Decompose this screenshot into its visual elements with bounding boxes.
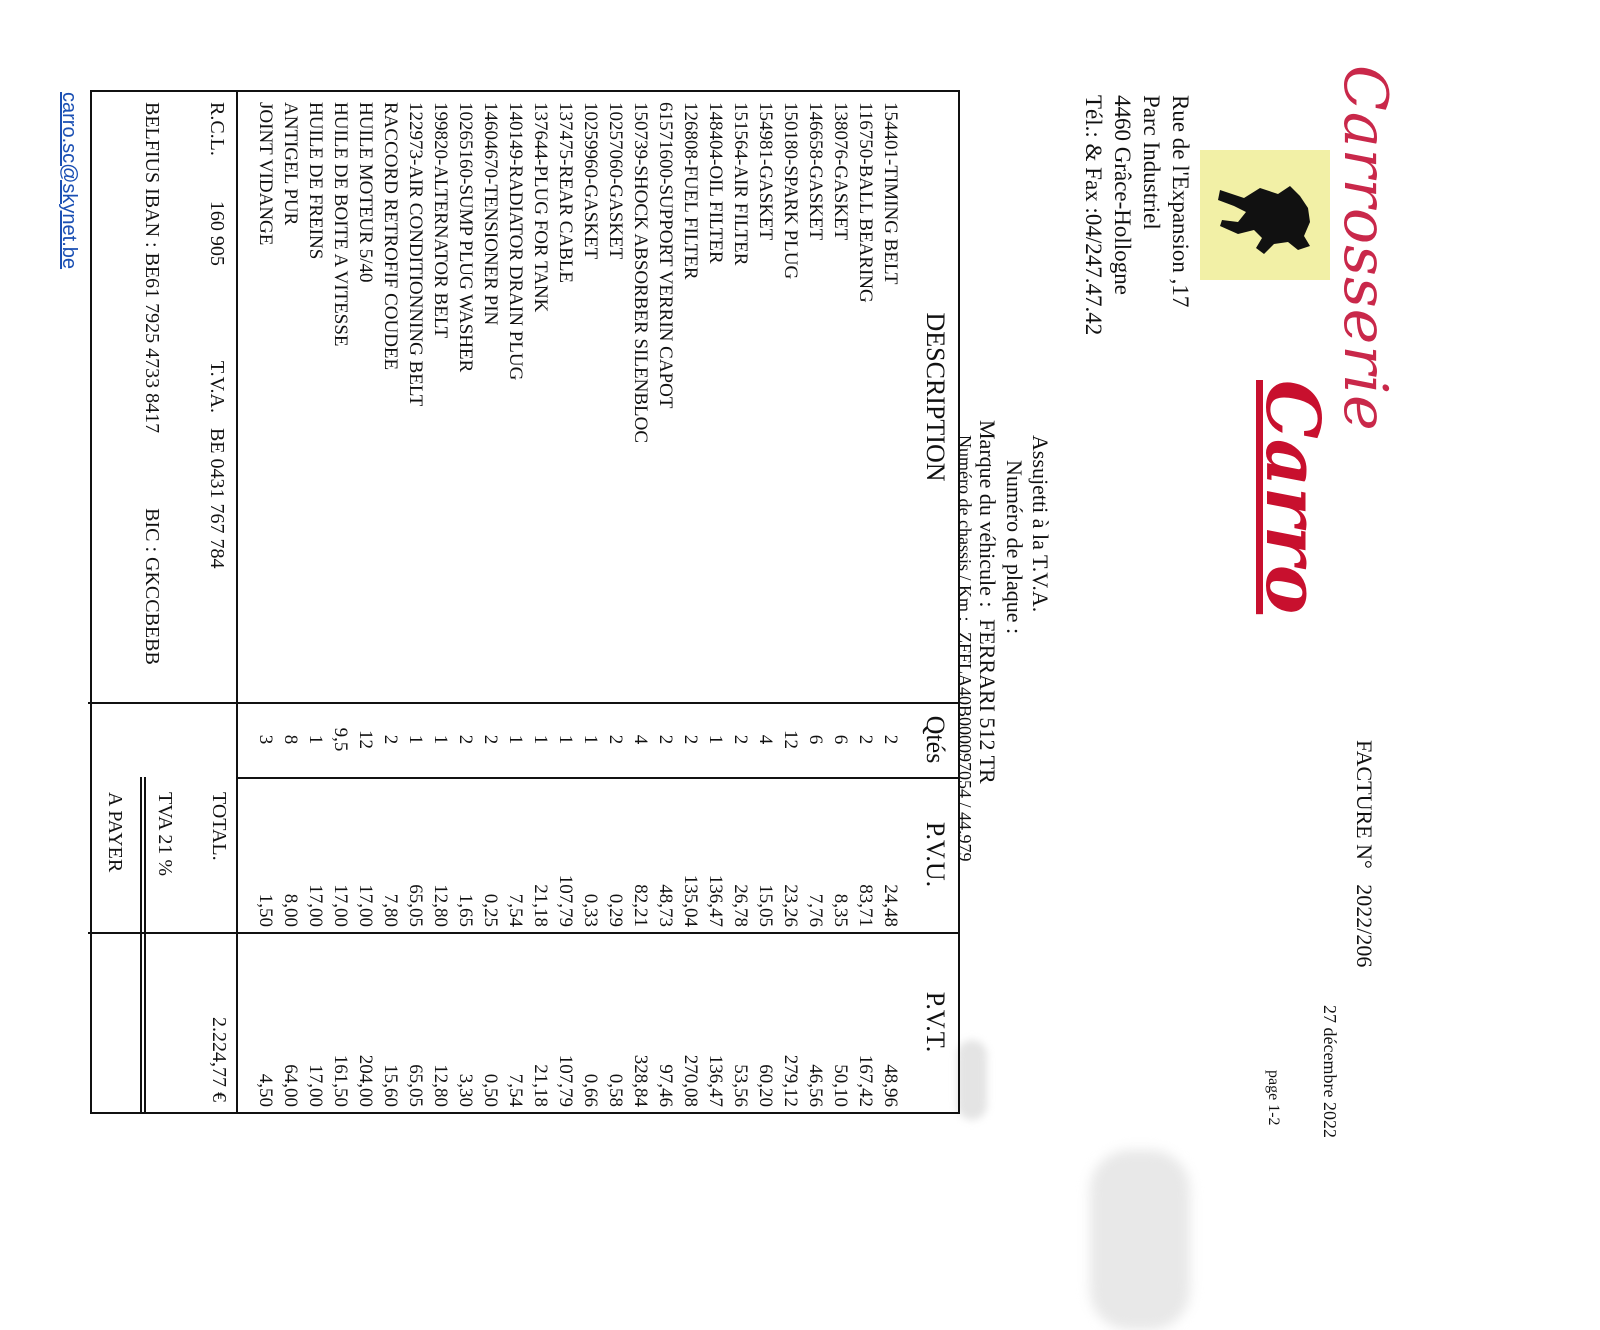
brand-value: FERRARI 512 TR	[975, 619, 1000, 784]
row-divider	[140, 777, 142, 1112]
total-label: TOTAL.	[208, 792, 230, 861]
item-description: 148404-OIL FILTER	[705, 102, 726, 264]
item-total-price: 279,12	[780, 1054, 801, 1107]
prancing-horse-logo	[1200, 150, 1330, 280]
item-total-price: 65,05	[405, 1064, 426, 1107]
item-description: 151564-AIR FILTER	[730, 102, 751, 266]
header-description: DESCRIPTION	[921, 312, 950, 482]
table-row	[678, 92, 703, 1112]
email-link[interactable]: carro.sc@skynet.be	[58, 92, 80, 270]
item-description: HUILE DE FREINS	[305, 102, 326, 260]
item-description: 14604670-TENSIONER PIN	[480, 102, 501, 326]
table-row	[328, 92, 353, 1112]
item-unit-price: 0,33	[580, 893, 601, 927]
item-description: JOINT VIDANGE	[255, 102, 276, 246]
item-total-price: 0,50	[480, 1073, 501, 1107]
item-unit-price: 7,80	[380, 893, 401, 927]
table-row	[403, 92, 428, 1112]
item-unit-price: 23,26	[780, 884, 801, 927]
item-unit-price: 26,78	[730, 884, 751, 927]
invoice-table	[58, 90, 960, 1114]
item-description: ANTIGEL PUR	[280, 102, 301, 226]
item-total-price: 46,56	[805, 1064, 826, 1107]
item-qty: 2	[680, 734, 701, 745]
table-row	[478, 92, 503, 1112]
item-unit-price: 0,25	[480, 893, 501, 927]
header-qty: Qtés	[921, 715, 950, 764]
item-total-price: 4,50	[255, 1073, 276, 1107]
table-row	[253, 92, 278, 1112]
brand-label: Marque du véhicule :	[975, 420, 1000, 608]
item-description: 137644-PLUG FOR TANK	[530, 102, 551, 313]
item-unit-price: 17,00	[355, 884, 376, 927]
item-qty: 1	[405, 734, 426, 745]
table-row	[303, 92, 328, 1112]
table-row	[853, 92, 878, 1112]
item-qty: 1	[305, 734, 326, 745]
vat-label: Assujetti à la T.V.A.	[1028, 435, 1053, 613]
item-qty: 2	[655, 734, 676, 745]
plate-label: Numéro de plaque :	[1002, 460, 1027, 635]
redacted-area	[957, 1040, 987, 1120]
table-row	[778, 92, 803, 1112]
item-qty: 4	[755, 734, 776, 745]
item-total-price: 0,58	[605, 1073, 626, 1107]
vat-subject	[1027, 435, 1053, 612]
item-unit-price: 65,05	[405, 884, 426, 927]
item-qty: 1	[530, 734, 551, 745]
item-qty: 6	[805, 734, 826, 745]
item-qty: 1	[705, 734, 726, 745]
address-line-2: Parc Industriel	[1139, 95, 1164, 230]
item-total-price: 15,60	[380, 1064, 401, 1107]
chassis-label: Numéro de chassis / Km :	[955, 435, 975, 622]
table-row	[878, 92, 903, 1112]
to-pay-label: A PAYER	[104, 792, 126, 873]
item-unit-price: 15,05	[755, 884, 776, 927]
item-total-price: 107,79	[555, 1054, 576, 1107]
address-line-1: Rue de l'Expansion ,17	[1168, 95, 1193, 308]
item-description: 116750-BALL BEARING	[855, 102, 876, 303]
item-total-price: 64,00	[280, 1064, 301, 1107]
item-qty: 9,5	[330, 727, 351, 752]
item-qty: 4	[630, 734, 651, 745]
item-total-price: 60,20	[755, 1064, 776, 1107]
item-unit-price: 82,21	[630, 884, 651, 927]
item-total-price: 328,84	[630, 1054, 651, 1107]
table-row	[378, 92, 403, 1112]
item-description: 10265160-SUMP PLUG WASHER	[455, 102, 476, 373]
item-total-price: 136,47	[705, 1054, 726, 1107]
iban: BELFIUS IBAN : BE61 7925 4733 8417	[141, 102, 163, 434]
table-row	[728, 92, 753, 1112]
item-qty: 1	[580, 734, 601, 745]
row-divider	[144, 777, 146, 1112]
total-value: 2.224,77 €	[208, 1017, 230, 1102]
rcl-label: R.C.L.	[206, 102, 228, 156]
item-total-price: 204,00	[355, 1054, 376, 1107]
item-qty: 12	[355, 730, 376, 749]
item-total-price: 0,66	[580, 1073, 601, 1107]
item-description: 61571600-SUPPORT VERRIN CAPOT	[655, 102, 676, 409]
item-description: 146658-GASKET	[805, 102, 826, 241]
bank-details	[140, 102, 163, 665]
vehicle-brand	[974, 420, 1000, 784]
item-total-price: 7,54	[505, 1073, 526, 1107]
table-row	[603, 92, 628, 1112]
item-qty: 2	[380, 734, 401, 745]
item-description: 138076-GASKET	[830, 102, 851, 241]
item-qty: 1	[555, 734, 576, 745]
table-row	[753, 92, 778, 1112]
item-unit-price: 1,65	[455, 893, 476, 927]
item-unit-price: 136,47	[705, 874, 726, 927]
table-row	[578, 92, 603, 1112]
item-total-price: 270,08	[680, 1054, 701, 1107]
item-qty: 6	[830, 734, 851, 745]
item-total-price: 97,46	[655, 1064, 676, 1107]
item-description: 199820-ALTERNATOR BELT	[430, 102, 451, 339]
rcl	[205, 102, 228, 569]
item-qty: 2	[855, 734, 876, 745]
invoice-number	[1351, 740, 1377, 967]
item-total-price: 167,42	[855, 1054, 876, 1107]
horse-icon	[1200, 150, 1330, 280]
item-description: 154981-GASKET	[755, 102, 776, 241]
item-qty: 1	[505, 734, 526, 745]
table-row	[628, 92, 653, 1112]
item-unit-price: 107,79	[555, 874, 576, 927]
table-row	[703, 92, 728, 1112]
table-row	[828, 92, 853, 1112]
item-qty: 2	[455, 734, 476, 745]
item-unit-price: 12,80	[430, 884, 451, 927]
row-divider	[236, 92, 238, 1112]
redacted-area	[1090, 1150, 1190, 1330]
item-description: 122973-AIR CONDITIONNING BELT	[405, 102, 426, 407]
item-total-price: 12,80	[430, 1064, 451, 1107]
table-row	[278, 92, 303, 1112]
invoice-label: FACTURE N°	[1352, 740, 1377, 869]
table-row	[653, 92, 678, 1112]
item-qty: 2	[480, 734, 501, 745]
invoice-number-value: 2022/206	[1352, 884, 1377, 968]
item-qty: 12	[780, 730, 801, 749]
item-qty: 1	[430, 734, 451, 745]
item-unit-price: 24,48	[880, 884, 901, 927]
tva-rate: TVA 21 %	[154, 792, 176, 877]
item-unit-price: 8,00	[280, 893, 301, 927]
tva-value: BE 0431 767 784	[206, 427, 228, 569]
item-total-price: 48,96	[880, 1064, 901, 1107]
item-qty: 8	[280, 734, 301, 745]
table-row	[553, 92, 578, 1112]
item-description: 126808-FUEL FILTER	[680, 102, 701, 280]
table-row	[528, 92, 553, 1112]
tva-label: T.V.A.	[206, 360, 228, 413]
item-description: 10259960-GASKET	[580, 102, 601, 260]
item-unit-price: 1,50	[255, 893, 276, 927]
brand-carrosserie: Carrosserie	[1330, 65, 1400, 432]
item-description: 137475-REAR CABLE	[555, 102, 576, 284]
chassis-value: ZFFLA40B000097054 / 44.979	[955, 631, 975, 862]
item-qty: 3	[255, 734, 276, 745]
invoice-date: 27 décembre 2022	[1320, 1005, 1340, 1138]
item-unit-price: 17,00	[305, 884, 326, 927]
item-total-price: 161,50	[330, 1054, 351, 1107]
item-unit-price: 83,71	[855, 884, 876, 927]
header-pvu: P.V.U.	[921, 821, 950, 888]
item-unit-price: 17,00	[330, 884, 351, 927]
item-qty: 2	[730, 734, 751, 745]
item-total-price: 3,30	[455, 1073, 476, 1107]
phone-fax: Tél.: & Fax :04/247.47.42	[1081, 95, 1106, 336]
item-description: 150180-SPARK PLUG	[780, 102, 801, 280]
rcl-value: 160 905	[206, 200, 228, 266]
item-total-price: 21,18	[530, 1064, 551, 1107]
item-description: HUILE DE BOITE A VITESSE	[330, 102, 351, 347]
item-unit-price: 21,18	[530, 884, 551, 927]
table-row	[503, 92, 528, 1112]
item-qty: 2	[605, 734, 626, 745]
item-unit-price: 48,73	[655, 884, 676, 927]
bic: BIC : GKCCBEBB	[141, 508, 163, 665]
brand-carro: Carro	[1249, 380, 1335, 615]
item-unit-price: 7,54	[505, 893, 526, 927]
header-pvt: P.V.T.	[921, 991, 950, 1053]
table-row	[353, 92, 378, 1112]
item-description: 10257060-GASKET	[605, 102, 626, 260]
item-total-price: 53,56	[730, 1064, 751, 1107]
company-address	[1079, 95, 1195, 335]
item-description: RACCORD RETROFIF COUDEE	[380, 102, 401, 371]
item-description: 154401-TIMING BELT	[880, 102, 901, 285]
item-qty: 2	[880, 734, 901, 745]
page-number: page 1-2	[1265, 1070, 1282, 1126]
item-description: 140149-RADIATOR DRAIN PLUG	[505, 102, 526, 381]
item-total-price: 17,00	[305, 1064, 326, 1107]
table-row	[428, 92, 453, 1112]
address-line-3: 4460 Grâce-Hollogne	[1110, 95, 1135, 295]
item-description: 150739-SHOCK ABSORBER SILENBLOC	[630, 102, 651, 443]
item-total-price: 50,10	[830, 1064, 851, 1107]
table-row	[453, 92, 478, 1112]
item-unit-price: 8,35	[830, 893, 851, 927]
plate-number	[1001, 460, 1027, 634]
item-unit-price: 0,29	[605, 893, 626, 927]
item-unit-price: 7,76	[805, 893, 826, 927]
table-row	[803, 92, 828, 1112]
item-description: HUILE MOTEUR 5/40	[355, 102, 376, 283]
item-unit-price: 135,04	[680, 874, 701, 927]
